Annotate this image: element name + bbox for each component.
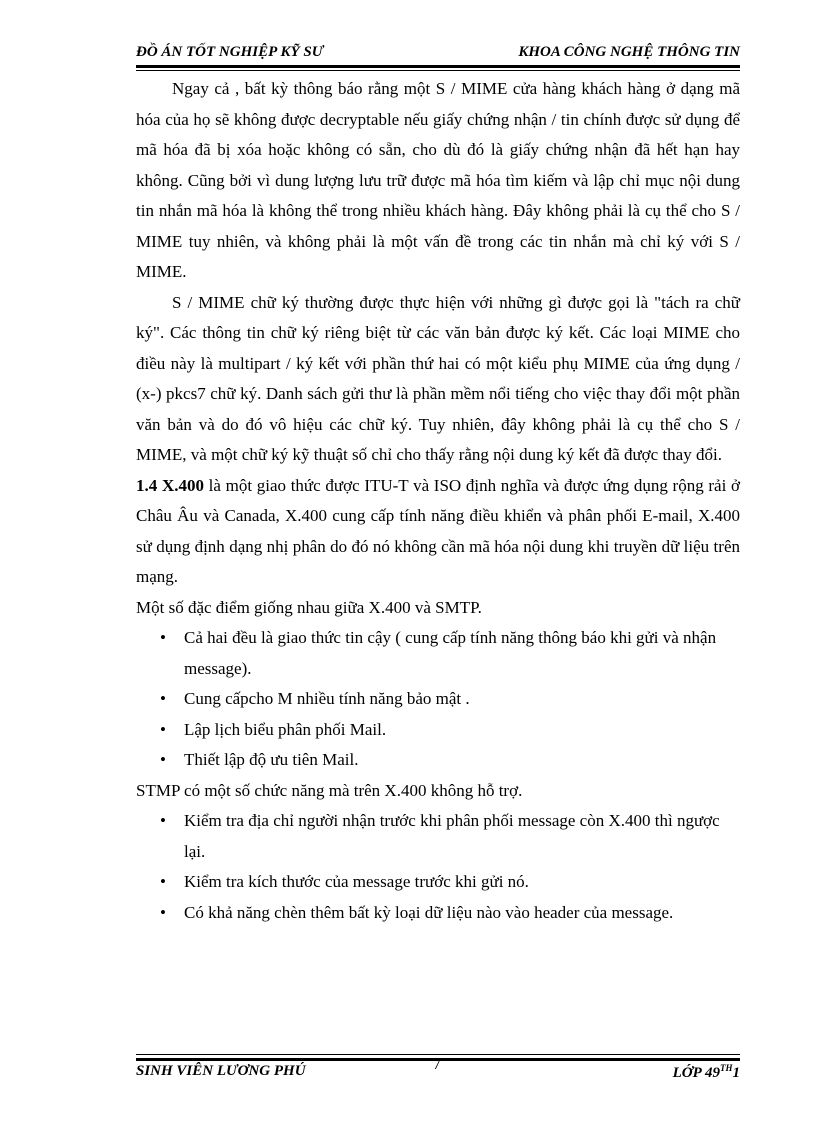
header-rule [136, 65, 740, 68]
list-item: • Cả hai đều là giao thức tin cậy ( cung cấp tính năng thông báo khi gửi và nhận message). [184, 623, 740, 684]
paragraph-x400 [136, 471, 740, 593]
bullet-icon: • [160, 719, 166, 739]
bullet-icon: • [160, 902, 166, 922]
header-rule-thin [136, 70, 740, 71]
footer-left: SINH VIÊN LƯƠNG PHÚ [136, 1063, 306, 1079]
bullet-icon: • [160, 872, 166, 891]
bullet-icon: • [160, 750, 166, 769]
smtp-features-list [136, 806, 740, 928]
paragraph-2: S / MIME chữ ký thường được thực hiện với những gì được gọi là "tách ra chữ ký". Các thông tin chữ ký riêng biệt từ các văn bản được ký kết. Các loại MIME cho điều này là multipart / ký kết với phần thứ hai có một kiểu phụ MIME của ứng dụng / (x-) pkcs7 chữ ký. Danh sách gửi thư là phần mềm nổi tiếng cho việc thay đổi một phần văn bản và do đó vô hiệu các chữ ký. Tuy nhiên, đây không phải là cụ thể cho S / MIME, và một chữ ký kỹ thuật số chỉ cho thấy rằng nội dung ký kết đã được thay đổi. [136, 292, 740, 464]
list-item: • Cung cấpcho M nhiều tính năng bảo mật . [184, 684, 740, 715]
similarities-list [136, 623, 740, 776]
list-item: • Lập lịch biểu phân phối Mail. [184, 715, 740, 746]
bullet-icon: • [160, 689, 166, 708]
page-body [136, 74, 740, 928]
footer-rule-thin [136, 1054, 740, 1055]
section-heading: 1.4 X.400 [136, 475, 204, 495]
header-right: KHOA CÔNG NGHỆ THÔNG TIN [518, 44, 740, 60]
list-item: • Thiết lập độ ưu tiên Mail. [184, 745, 740, 776]
bullet-icon: • [160, 811, 166, 830]
paragraph-similarities: Một số đặc điểm giống nhau giữa X.400 và SMTP. [136, 597, 482, 617]
list-item: • Có khả năng chèn thêm bất kỳ loại dữ liệu nào vào header của message. [184, 898, 740, 929]
footer-right: LỚP 49TH1 [672, 1063, 740, 1081]
paragraph-1: Ngay cả , bất kỳ thông báo rằng một S / MIME cửa hàng khách hàng ở dạng mã hóa của họ sẽ không được decryptable nếu giấy chứng nhận / tin chính được sử dụng để mã hóa đã bị xóa hoặc không có sẵn, cho dù đó là giấy chứng nhận đã hết hạn hay không. Cũng bởi vì dung lượng lưu trữ được mã hóa tìm kiếm và lập chỉ mục nội dung tin nhắn mã hóa là không thể trong nhiều khách hàng. Đây không phải là cụ thể cho S / MIME tuy nhiên, và không phải là một vấn đề trong các tin nhắn mà chỉ ký với S / MIME. [136, 79, 740, 281]
page-number: 7 [433, 1056, 441, 1073]
list-item: • Kiểm tra kích thước của message trước khi gửi nó. [184, 867, 740, 898]
header-left: ĐỒ ÁN TỐT NGHIỆP KỸ SƯ [136, 44, 324, 60]
bullet-icon: • [160, 628, 166, 647]
paragraph-smtp-features: STMP có một số chức năng mà trên X.400 không hỗ trợ. [136, 780, 523, 800]
page-footer [136, 1056, 740, 1082]
section-text: là một giao thức được ITU-T và ISO định nghĩa và được ứng dụng rộng rải ở Châu Âu và Canada, X.400 cung cấp tính năng điều khiển và phân phối E-mail, X.400 sử dụng định dạng nhị phân do đó nó không cần mã hóa nội dung khi truyền dữ liệu trên mạng. [136, 475, 740, 586]
page-header [136, 40, 740, 64]
list-item: • Kiểm tra địa chỉ người nhận trước khi phân phối message còn X.400 thì ngược lại. [184, 806, 740, 867]
